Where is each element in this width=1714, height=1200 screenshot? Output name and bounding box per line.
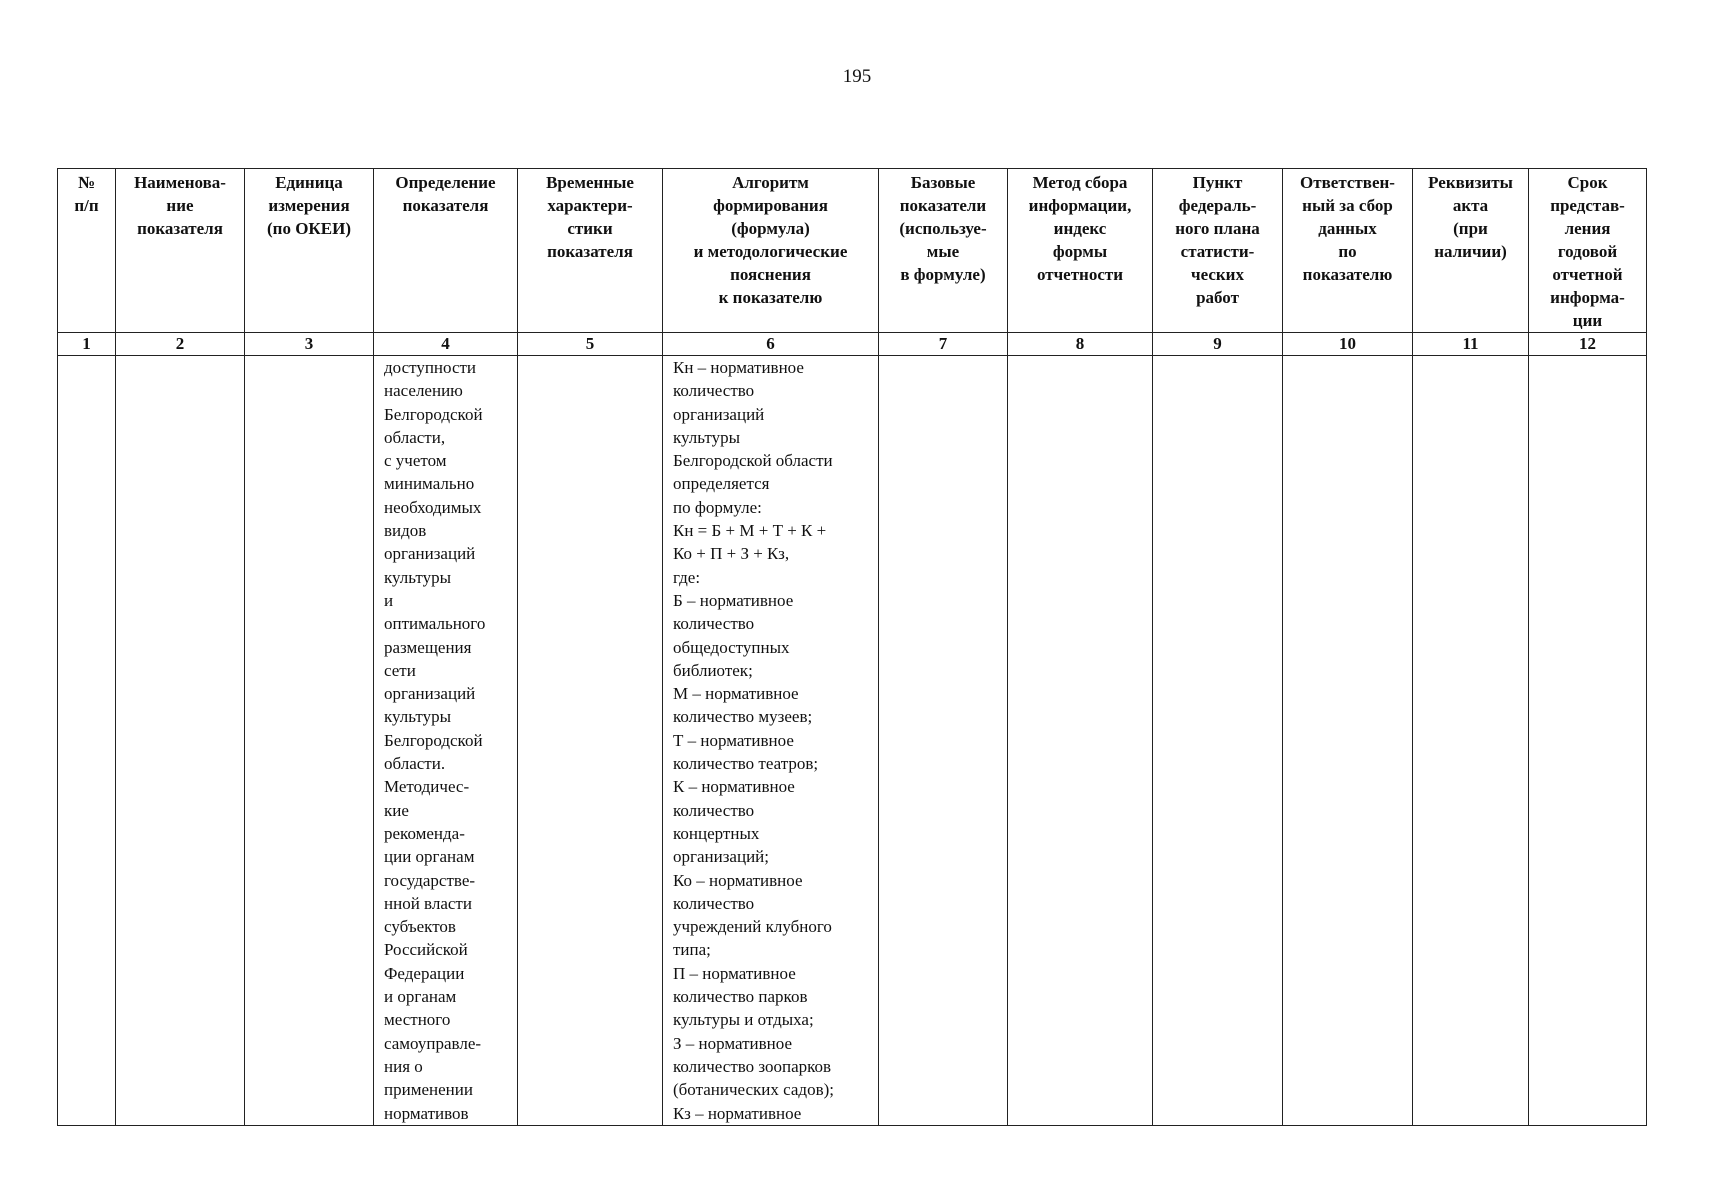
text-line: населению (384, 381, 463, 401)
text-line: культуры (673, 427, 740, 447)
header-line: формы (1052, 242, 1108, 261)
text-line: организаций (384, 544, 476, 564)
header-line: ции (1572, 311, 1603, 330)
header-line: п/п (74, 196, 99, 215)
header-line: федераль- (1178, 196, 1257, 215)
text-line: оптимального (384, 614, 486, 634)
text-line: Кн – нормативное (673, 358, 804, 377)
header-line: к показателю (718, 288, 823, 307)
header-line: (формула) (731, 219, 810, 238)
cell-deadline (1529, 356, 1647, 1126)
text-line: с учетом (384, 451, 447, 471)
header-line: данных (1318, 219, 1377, 238)
text-line: нормативов (384, 1103, 469, 1123)
header-deadline (1529, 169, 1647, 333)
text-line: Ко + П + З + Кз, (673, 544, 790, 564)
text-line: количество (673, 893, 755, 913)
column-number: 10 (1283, 333, 1413, 356)
header-line: ние (166, 196, 194, 215)
header-line: (при (1453, 219, 1488, 238)
header-line: мые (926, 242, 960, 261)
header-line: ления (1564, 219, 1611, 238)
column-number: 3 (245, 333, 374, 356)
header-line: по (1338, 242, 1357, 261)
header-number (58, 169, 116, 333)
header-line: характери- (547, 196, 633, 215)
text-line: Ко – нормативное (673, 870, 803, 890)
header-line: информации, (1028, 196, 1132, 215)
header-line: информа- (1550, 288, 1625, 307)
column-number: 6 (663, 333, 879, 356)
text-line: Белгородской области (673, 451, 833, 471)
text-line: организаций (384, 684, 476, 704)
text-line: Методичес- (384, 777, 470, 797)
text-line: библиотек; (673, 660, 753, 680)
text-line: государстве- (384, 870, 476, 890)
header-collection-method (1008, 169, 1153, 333)
text-line: концертных (673, 823, 760, 843)
header-act-details (1413, 169, 1529, 333)
header-line: (используе- (899, 219, 987, 238)
header-line: отчетной (1552, 265, 1623, 284)
text-line: организаций (673, 404, 765, 424)
header-base-indicators (879, 169, 1008, 333)
header-line: Определение (395, 173, 496, 192)
text-line: З – нормативное (673, 1033, 793, 1053)
text-line: сети (384, 660, 416, 680)
header-line: измерения (268, 196, 350, 215)
text-line: размещения (384, 637, 472, 657)
text-line: Т – нормативное (673, 730, 794, 750)
text-line: Б – нормативное (673, 590, 794, 610)
cell-unit (245, 356, 374, 1126)
header-line: Алгоритм (732, 173, 809, 192)
text-line: необходимых (384, 497, 482, 517)
header-line: Реквизиты (1428, 173, 1513, 192)
header-responsible (1283, 169, 1413, 333)
header-line: показателя (137, 219, 223, 238)
cell-definition (374, 356, 518, 1126)
text-line: количество (673, 381, 755, 401)
column-number: 5 (518, 333, 663, 356)
text-line: культуры (384, 567, 451, 587)
header-line: Наименова- (134, 173, 226, 192)
column-number: 11 (1413, 333, 1529, 356)
text-line: типа; (673, 940, 711, 960)
text-line: самоуправле- (384, 1033, 482, 1053)
text-line: количество зоопарков (673, 1056, 832, 1076)
cell-algorithm (663, 356, 879, 1126)
cell-responsible (1283, 356, 1413, 1126)
definition-text (374, 356, 517, 1125)
text-line: местного (384, 1010, 451, 1030)
cell-act-details (1413, 356, 1529, 1126)
text-line: и органам (384, 987, 457, 1007)
text-line: рекоменда- (384, 823, 465, 843)
header-line: показателю (1302, 265, 1393, 284)
text-line: области. (384, 754, 446, 774)
header-line: стики (567, 219, 613, 238)
header-line: работ (1196, 288, 1239, 307)
text-line: количество парков (673, 987, 808, 1007)
header-line: представ- (1550, 196, 1625, 215)
header-line: ного плана (1175, 219, 1260, 238)
text-line: культуры и отдыха; (673, 1010, 814, 1030)
header-line: акта (1452, 196, 1489, 215)
text-line: видов (384, 521, 427, 541)
text-line: учреждений клубного (673, 917, 832, 937)
text-line: организаций; (673, 847, 769, 867)
text-line: количество театров; (673, 754, 819, 774)
header-line: № (77, 173, 96, 192)
text-line: применении (384, 1080, 473, 1100)
header-line: наличии) (1434, 242, 1507, 261)
header-line: Метод сбора (1032, 173, 1128, 192)
text-line: где: (673, 567, 701, 587)
column-number: 8 (1008, 333, 1153, 356)
column-number: 4 (374, 333, 518, 356)
header-line: Единица (275, 173, 343, 192)
header-line: (по ОКЕИ) (267, 219, 351, 238)
algorithm-text (663, 356, 878, 1125)
page-number: 195 (842, 66, 872, 87)
cell-time-characteristics (518, 356, 663, 1126)
text-line: области, (384, 427, 446, 447)
header-time-characteristics (518, 169, 663, 333)
text-line: Российской (384, 940, 468, 960)
text-line: Федерации (384, 963, 465, 983)
header-line: в формуле) (900, 265, 986, 284)
header-line: статисти- (1180, 242, 1255, 261)
text-line: определяется (673, 474, 770, 494)
column-number: 2 (116, 333, 245, 356)
column-number: 1 (58, 333, 116, 356)
text-line: количество (673, 800, 755, 820)
header-unit (245, 169, 374, 333)
header-line: Ответствен- (1300, 173, 1395, 192)
header-line: показатели (899, 196, 987, 215)
header-line: ный за сбор (1302, 196, 1393, 215)
column-number-row (58, 333, 1647, 356)
indicators-table (57, 168, 1647, 1126)
text-line: кие (384, 800, 409, 820)
text-line: и (384, 590, 394, 610)
text-line: минимально (384, 474, 475, 494)
header-line: Срок (1567, 173, 1608, 192)
header-line: Временные (546, 173, 634, 192)
header-line: индекс (1053, 219, 1107, 238)
text-line: ния о (384, 1056, 423, 1076)
header-line: показателя (547, 242, 633, 261)
header-algorithm (663, 169, 879, 333)
table-row (58, 356, 1647, 1126)
column-number: 7 (879, 333, 1008, 356)
text-line: Белгородской (384, 404, 483, 424)
text-line: П – нормативное (673, 963, 796, 983)
header-line: годовой (1557, 242, 1618, 261)
text-line: Кз – нормативное (673, 1103, 802, 1123)
header-line: Пункт (1192, 173, 1243, 192)
text-line: нной власти (384, 893, 472, 913)
text-line: доступности (384, 358, 477, 377)
header-line: пояснения (730, 265, 811, 284)
text-line: Кн = Б + М + Т + К + (673, 521, 827, 541)
text-line: количество (673, 614, 755, 634)
header-row (58, 169, 1647, 333)
column-number: 9 (1153, 333, 1283, 356)
header-line: ческих (1191, 265, 1244, 284)
text-line: количество музеев; (673, 707, 813, 727)
text-line: К – нормативное (673, 777, 795, 797)
text-line: Белгородской (384, 730, 483, 750)
header-indicator-name (116, 169, 245, 333)
header-line: показателя (402, 196, 489, 215)
header-definition (374, 169, 518, 333)
text-line: ции органам (384, 847, 475, 867)
text-line: субъектов (384, 917, 456, 937)
cell-base-indicators (879, 356, 1008, 1126)
header-line: отчетности (1036, 265, 1124, 284)
header-line: формирования (713, 196, 828, 215)
header-line: Базовые (910, 173, 976, 192)
cell-collection-method (1008, 356, 1153, 1126)
text-line: общедоступных (673, 637, 790, 657)
text-line: (ботанических садов); (673, 1080, 834, 1100)
text-line: по формуле: (673, 497, 762, 517)
text-line: М – нормативное (673, 684, 799, 704)
header-federal-plan-item (1153, 169, 1283, 333)
cell-indicator-name (116, 356, 245, 1126)
column-number: 12 (1529, 333, 1647, 356)
cell-number (58, 356, 116, 1126)
cell-federal-plan-item (1153, 356, 1283, 1126)
header-line: и методологические (693, 242, 848, 261)
text-line: культуры (384, 707, 451, 727)
